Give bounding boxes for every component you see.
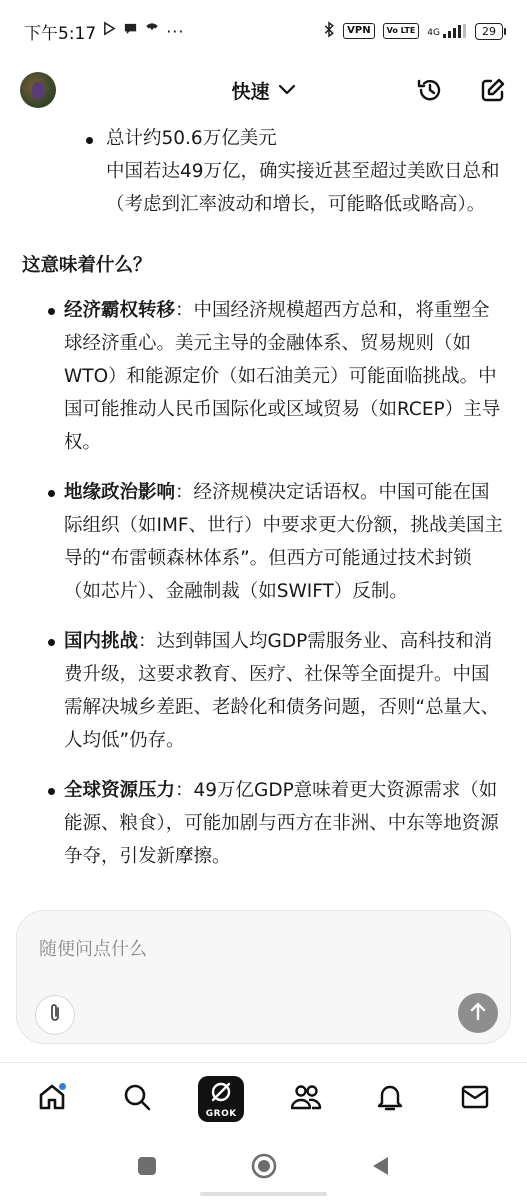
home-circle-icon[interactable] — [250, 1152, 278, 1184]
mail-icon — [460, 1084, 490, 1114]
list-item-label: 经济霸权转移 — [64, 300, 176, 321]
nav-notifications[interactable] — [364, 1073, 416, 1125]
nav-messages[interactable] — [449, 1073, 501, 1125]
grok-button[interactable] — [198, 1076, 244, 1122]
list-item-label: 地缘政治影响 — [64, 482, 176, 503]
list-item-text: ：经济规模决定话语权。中国可能在国际组织（如IMF、世行）中要求更大份额，挑战美国主导的“布雷顿森林体系”。但西方可能通过技术封锁（如芯片）、金融制裁（如SWIFT）反制。 — [64, 482, 504, 602]
people-icon — [289, 1082, 323, 1116]
section-heading: 这意味着什么？ — [22, 255, 152, 276]
bluetooth-icon — [323, 21, 335, 41]
bell-icon — [376, 1082, 404, 1116]
bullet-dot — [86, 137, 93, 144]
grok-logo-icon — [209, 1080, 233, 1108]
network-type: 4G — [427, 28, 440, 38]
recent-apps-icon[interactable] — [136, 1155, 158, 1181]
bullet-dot — [48, 308, 55, 315]
model-selector[interactable] — [231, 77, 295, 104]
bullet-dot — [48, 788, 55, 795]
battery-indicator: 29 — [475, 23, 503, 40]
list-item-label: 全球资源压力 — [64, 780, 176, 801]
vpn-badge: VPN — [343, 23, 374, 39]
bullet-dot — [48, 639, 55, 646]
volte-badge: Vo LTE — [383, 23, 420, 39]
list-item — [22, 476, 505, 608]
status-time: 下午5:17 — [24, 23, 97, 44]
paperclip-icon — [45, 1002, 65, 1028]
model-selector-label: 快速 — [231, 80, 270, 103]
system-nav-bar — [0, 1135, 527, 1200]
list-item — [22, 294, 505, 459]
list-item — [22, 774, 505, 873]
list-item-text: 中国若达49万亿，确实接近甚至超过美欧日总和（考虑到汇率波动和增长，可能略低或略高）。 — [106, 161, 500, 215]
app-header — [0, 62, 527, 118]
status-bar — [0, 0, 527, 62]
nav-grok[interactable] — [195, 1073, 247, 1125]
send-button[interactable] — [458, 993, 498, 1033]
message-composer — [16, 910, 511, 1044]
bottom-nav — [0, 1063, 527, 1135]
chat-app-icon — [123, 21, 138, 41]
message-input[interactable] — [39, 939, 479, 960]
nav-communities[interactable] — [280, 1073, 332, 1125]
attach-button[interactable] — [35, 995, 75, 1035]
arrow-up-icon — [468, 1000, 488, 1026]
search-icon — [122, 1082, 152, 1116]
nav-home[interactable] — [26, 1073, 78, 1125]
nav-search[interactable] — [111, 1073, 163, 1125]
history-icon[interactable] — [415, 75, 445, 105]
play-icon — [102, 21, 117, 41]
signal-icon — [427, 24, 467, 38]
list-item — [22, 122, 505, 221]
new-chat-edit-icon[interactable] — [479, 76, 507, 104]
home-indicator — [200, 1192, 327, 1196]
chat-response — [0, 118, 527, 908]
chevron-down-icon — [278, 79, 296, 101]
back-triangle-icon[interactable] — [370, 1155, 392, 1181]
list-item — [22, 625, 505, 757]
list-item-text: ：49万亿GDP意味着更大资源需求（如能源、粮食），可能加剧与西方在非洲、中东等地资源争夺，引发新摩擦。 — [64, 780, 499, 867]
bullet-dot — [48, 490, 55, 497]
grok-label: GROK — [205, 1108, 237, 1119]
phone-icon — [144, 21, 160, 41]
list-item-label: 国内挑战 — [64, 631, 139, 652]
list-item-text: 总计约50.6万亿美元 — [106, 128, 277, 149]
more-dots-icon: ··· — [166, 21, 185, 41]
avatar[interactable] — [20, 72, 56, 108]
list-item-text: ：达到韩国人均GDP需服务业、高科技和消费升级，这要求教育、医疗、社保等全面提升。中国需解决城乡差距、老龄化和债务问题，否则“总量大、人均低”仍存。 — [64, 631, 500, 751]
list-item-text: ：中国经济规模超西方总和，将重塑全球经济重心。美元主导的金融体系、贸易规则（如WTO）和能源定价（如石油美元）可能面临挑战。中国可能推动人民币国际化或区域贸易（如RCEP）主导权。 — [64, 300, 501, 453]
